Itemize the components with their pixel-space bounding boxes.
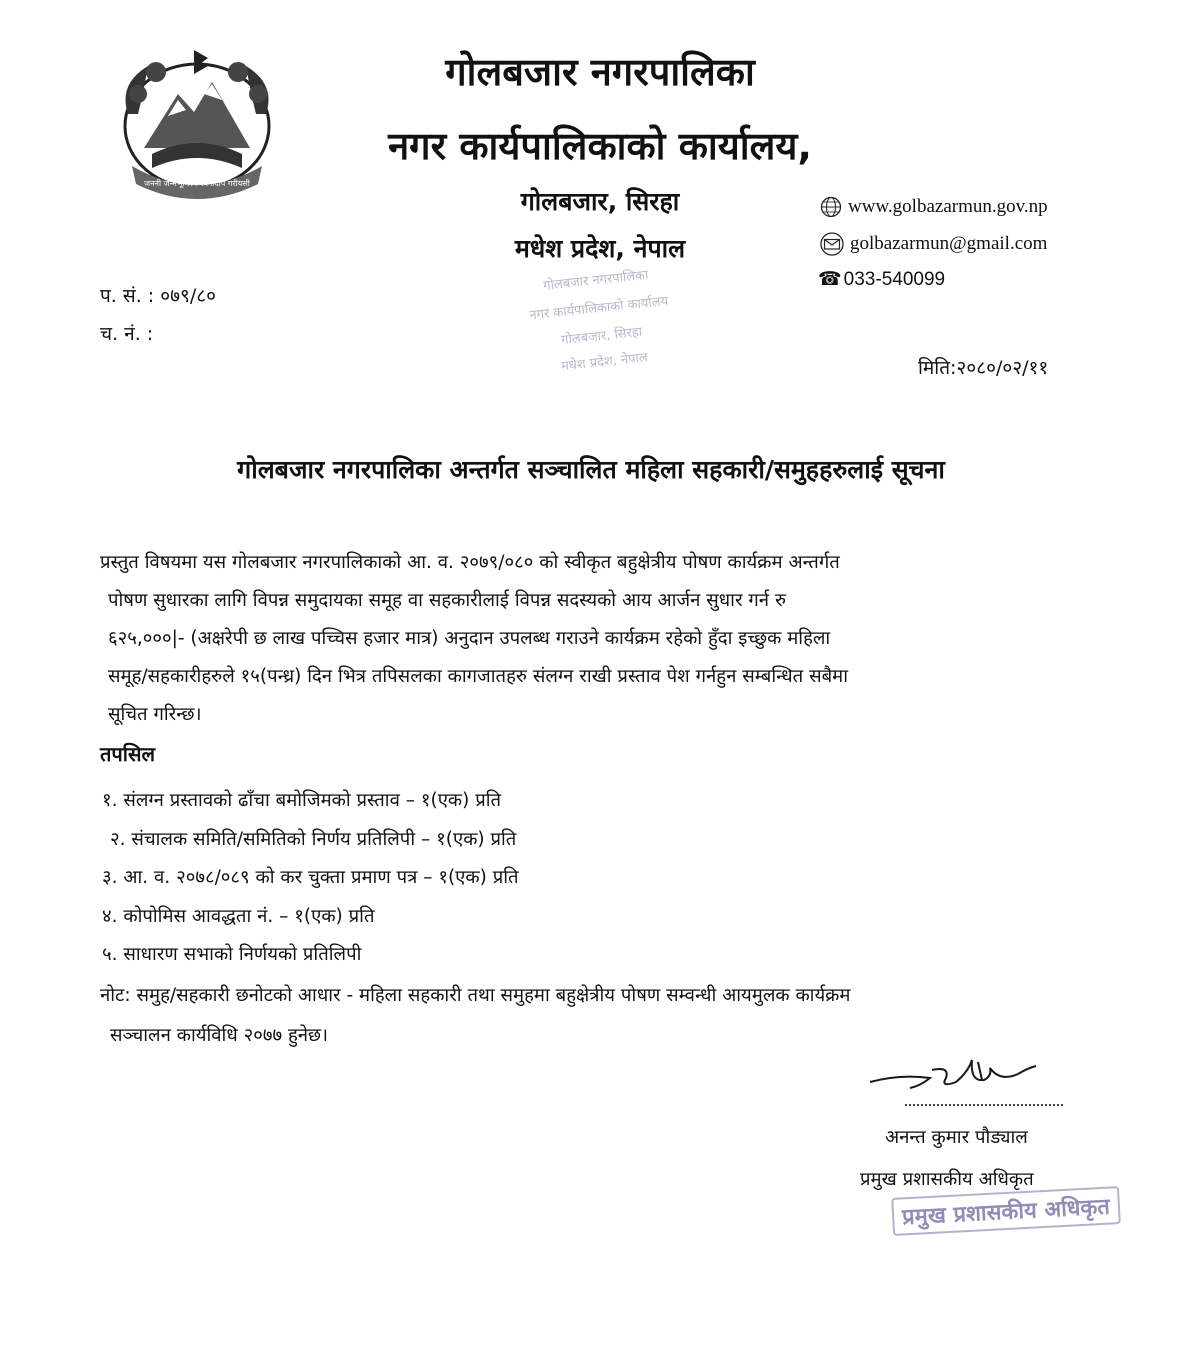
list-item: २. संचालक समिति/समितिको निर्णय प्रतिलिपी – १(एक) प्रति xyxy=(110,828,517,850)
body-line: ६२५,०००|- (अक्षरेपी छ लाख पच्चिस हजार मात्र) अनुदान उपलब्ध गराउने कार्यक्रम रहेको हुँदा इच्छुक महिला xyxy=(108,628,831,649)
nepal-emblem-icon xyxy=(108,44,286,202)
list-item: १. संलग्न प्रस्तावको ढाँचा बमोजिमको प्रस्ताव – १(एक) प्रति xyxy=(102,790,502,811)
phone-text: 033-540099 xyxy=(843,268,946,290)
email-text[interactable]: golbazarmun@gmail.com xyxy=(850,233,1048,254)
list-item: ४. कोपोमिस आवद्धता नं. – १(एक) प्रति xyxy=(102,905,375,927)
signature-line xyxy=(905,1104,1063,1106)
location-line1: गोलबजार, सिरहा xyxy=(520,187,680,216)
signatory-name: अनन्त कुमार पौड्याल xyxy=(885,1127,1028,1148)
document-date: मिति:२०८०/०२/११ xyxy=(918,357,1049,379)
signatory-title: प्रमुख प्रशासकीय अधिकृत xyxy=(860,1169,1034,1190)
contact-phone xyxy=(818,268,945,291)
tapsil-heading: तपसिल xyxy=(100,742,156,766)
designation-stamp: प्रमुख प्रशासकीय अधिकृत xyxy=(891,1186,1121,1236)
telephone-icon: ☎ xyxy=(818,269,842,290)
tapsil-list xyxy=(102,782,519,975)
handwritten-signature xyxy=(860,1052,1060,1102)
contact-website xyxy=(818,196,1048,218)
emblem-motto: जननी जन्मभूमिश्च स्वर्गादपि गरीयसी xyxy=(144,179,250,188)
note-section xyxy=(100,976,1100,1056)
note-line: सञ्चालन कार्यविधि २०७७ हुनेछ। xyxy=(110,1025,329,1046)
notice-body xyxy=(100,544,1085,734)
stamp-line-1: गोलबजार नगरपालिका xyxy=(542,267,650,294)
location-line2: मधेश प्रदेश, नेपाल xyxy=(514,234,686,263)
body-line: समूह/सहकारीहरुले १५(पन्ध्र) दिन भित्र तपिसलका कागजातहरु संलग्न राखी प्रस्ताव पेश गर्नहुन सम्बन्धित सबैमा xyxy=(108,666,848,687)
stamp-line-2: नगर कार्यपालिकाको कार्यालय xyxy=(528,293,669,324)
list-item: ३. आ. व. २०७८/०८९ को कर चुक्ता प्रमाण पत्र – १(एक) प्रति xyxy=(102,867,519,888)
globe-icon xyxy=(818,196,844,218)
office-stamp xyxy=(500,250,700,390)
office-name: नगर कार्यपालिकाको कार्यालय, xyxy=(388,124,812,168)
notice-subject: गोलबजार नगरपालिका अन्तर्गत सञ्चालित महिला सहकारी/समुहहरुलाई सूचना xyxy=(237,455,945,484)
website-text[interactable]: www.golbazarmun.gov.np xyxy=(848,196,1048,217)
body-line: सूचित गरिन्छ। xyxy=(108,704,202,725)
body-line: पोषण सुधारका लागि विपन्न समुदायका समूह वा सहकारीलाई विपन्न सदस्यको आय आर्जन सुधार गर्न रु xyxy=(108,590,787,611)
chalani-number: च. नं. : xyxy=(100,323,154,345)
stamp-line-3: गोलबजार, सिरहा xyxy=(560,324,643,349)
note-line: नोट: समुह/सहकारी छनोटको आधार - महिला सहकारी तथा समुहमा बहुक्षेत्रीय पोषण सम्वन्धी आयमुलक कार्यक्रम xyxy=(100,985,851,1006)
body-line: प्रस्तुत विषयमा यस गोलबजार नगरपालिकाको आ. व. २०७९/०८० को स्वीकृत बहुक्षेत्रीय पोषण कार्यक्रम अन्तर्गत xyxy=(100,552,840,573)
patra-sankhya: प. सं. : ०७९/८० xyxy=(100,285,217,307)
contact-email xyxy=(818,232,1047,256)
envelope-icon xyxy=(818,232,846,256)
municipality-name: गोलबजार नगरपालिका xyxy=(445,50,755,94)
stamp-line-4: मधेश प्रदेश, नेपाल xyxy=(560,350,649,375)
list-item: ५. साधारण सभाको निर्णयको प्रतिलिपी xyxy=(102,944,362,965)
